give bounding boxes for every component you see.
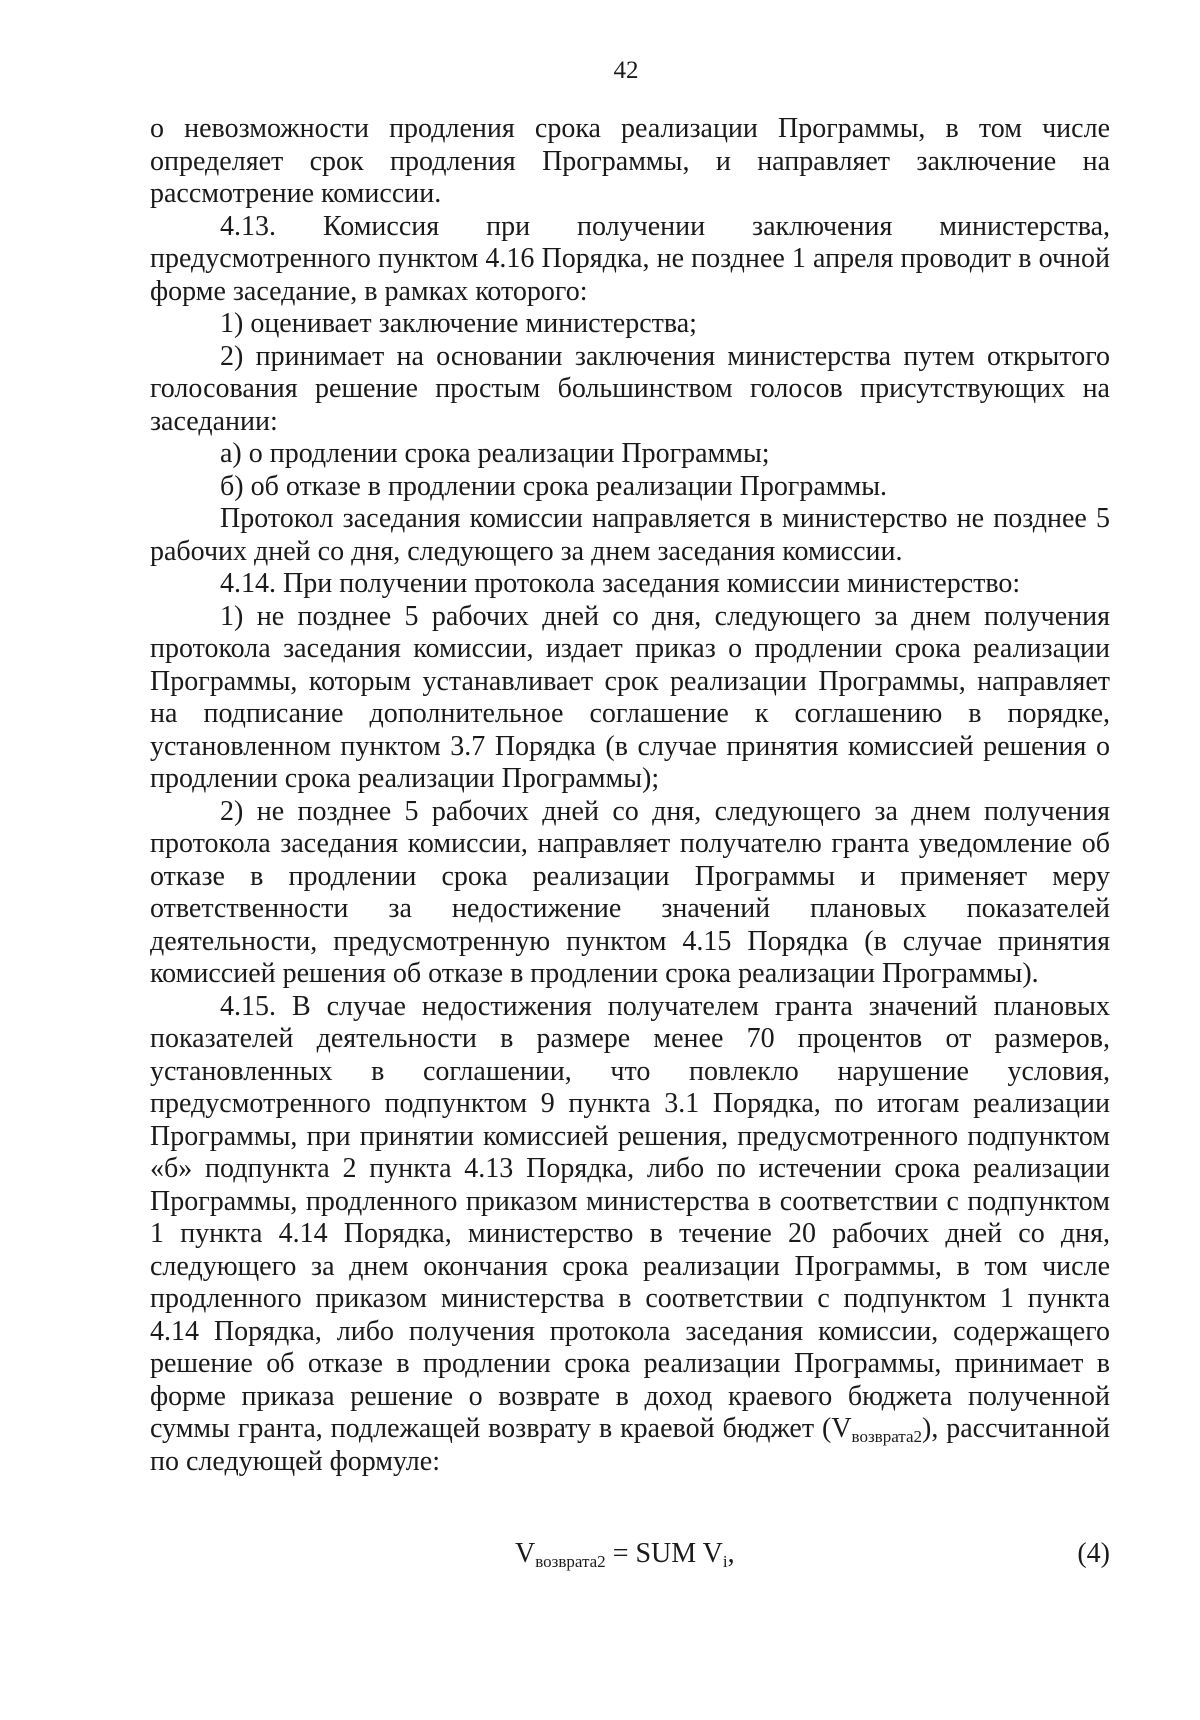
formula-lhs-var: V: [515, 1538, 536, 1569]
paragraph-4-14-item-2: 2) не позднее 5 рабочих дней со дня, следующего за днем получения протокола заседания комиссии, направляет получателю гранта уведомление об отказе в продлении срока реализации Программы и применяет меру ответственности за недостижение значений плановых показателей деятельности, предусмотренную пунктом 4.15 Порядка (в случае принятия комиссией решения об отказе в продлении срока реализации Программы).: [150, 795, 1110, 989]
paragraph-4-13-item-a: а) о продлении срока реализации Программы;: [220, 438, 770, 469]
formula-4: [150, 1536, 1110, 1572]
paragraph-4-14: 4.14. При получении протокола заседания комиссии министерство:: [220, 568, 1021, 599]
paragraph-4-15: [150, 991, 1110, 1479]
paragraph-protocol: Протокол заседания комиссии направляется в министерство не позднее 5 рабочих дней со дня, следующего за днем заседания комиссии.: [150, 503, 1110, 567]
formula-sum: = SUM V: [605, 1538, 723, 1569]
formula-rhs-subscript: i: [722, 1552, 728, 1571]
paragraph-4-13-item-1: 1) оценивает заключение министерства;: [220, 308, 697, 339]
formula-trail: ,: [727, 1538, 735, 1569]
formula-number: (4): [1077, 1538, 1110, 1569]
paragraph-4-14-item-1: 1) не позднее 5 рабочих дней со дня, следующего за днем получения протокола заседания комиссии, издает приказ о продлении срока реализации Программы, которым устанавливает срок реализации Программы, направляет на подписание дополнительное соглашение к соглашению в порядке, установленном пунктом 3.7 Порядка (в случае принятия комиссией решения о продлении срока реализации Программы);: [150, 600, 1110, 794]
paragraph-4-13: 4.13. Комиссия при получении заключения министерства, предусмотренного пунктом 4.16 Порядка, не позднее 1 апреля проводит в очной форме заседание, в рамках которого:: [150, 210, 1110, 307]
document-body: [150, 113, 1110, 1478]
page-number: 42: [613, 57, 639, 84]
paragraph-4-15-text: 4.15. В случае недостижения получателем гранта значений плановых показателей деятельности в размере менее 70 процентов от размеров, установленных в соглашении, что повлекло нарушение условия, предусмотренного подпунктом 9 пункта 3.1 Порядка, по итогам реализации Программы, при принятии комиссией решения, предусмотренного подпунктом «б» подпункта 2 пункта 4.13 Порядка, либо по истечении срока реализации Программы, продленного приказом министерства в соответствии с подпунктом 1 пункта 4.14 Порядка, министерство в течение 20 рабочих дней со дня, следующего за днем окончания срока реализации Программы, в том числе продленного приказом министерства в соответствии с подпунктом 1 пункта 4.14 Порядка, либо получения протокола заседания комиссии, содержащего решение об отказе в продлении срока реализации Программы, принимает в форме приказа решение о возврате в доход краевого бюджета полученной суммы гранта, подлежащей возврату в краевой бюджет (V: [150, 990, 1110, 1444]
paragraph-4-13-item-b: б) об отказе в продлении срока реализации Программы.: [220, 470, 888, 502]
paragraph-4-13-item-2: 2) принимает на основании заключения министерства путем открытого голосования решение простым большинством голосов присутствующих на заседании:: [150, 340, 1110, 437]
paragraph-continuation: о невозможности продления срока реализации Программы, в том числе определяет срок продления Программы, и направляет заключение на рассмотрение комиссии.: [150, 113, 1110, 209]
formula-lhs-subscript: возврата2: [535, 1552, 606, 1571]
paragraph-4-15-subscript: возврата2: [851, 1427, 922, 1446]
paragraph-4-15-tail: ), рассчитанной по следующей формуле:: [150, 1413, 1110, 1477]
formula-expression: [515, 1536, 735, 1572]
